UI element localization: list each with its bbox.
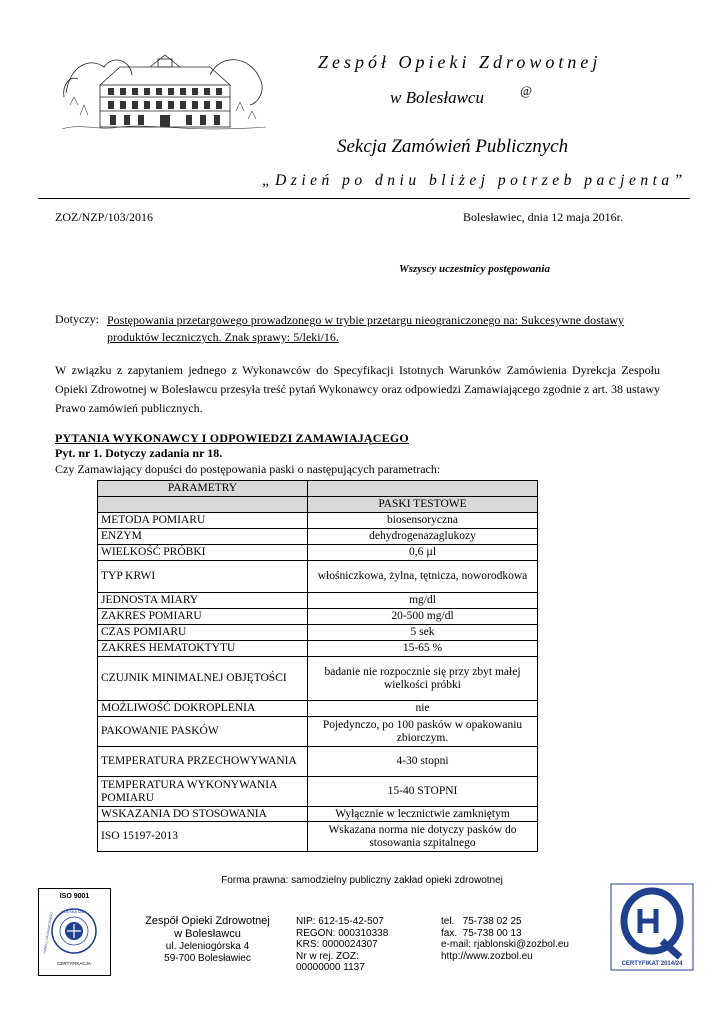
value-cell: biosensoryczna <box>308 513 538 529</box>
footer-fax: fax. 75-738 00 13 <box>441 927 522 939</box>
param-cell: ISO 15197-2013 <box>98 822 308 852</box>
parameters-table <box>97 480 538 852</box>
value-cell: 20-500 mg/dl <box>308 609 538 625</box>
header-paski-testowe: PASKI TESTOWE <box>308 497 538 513</box>
footer-org-city: w Bolesławcu <box>174 928 241 940</box>
value-cell: 15-65 % <box>308 641 538 657</box>
table-row <box>98 609 538 625</box>
param-cell: WSKAZANIA DO STOSOWANIA <box>98 807 308 822</box>
param-cell: JEDNOSTA MIARY <box>98 593 308 609</box>
subheader-blank <box>98 497 308 513</box>
footer-contact <box>441 916 601 962</box>
table-row <box>98 777 538 807</box>
seal-text-side: HANDLU ZAGRANICZNEGO <box>42 911 54 954</box>
body-paragraph: W związku z zapytaniem jednego z Wykonawców do Specyfikacji Istotnych Warunków Zamówienia Dyrekcja Zespołu Opieki Zdrowotnej w Bolesławcu przesyła treść pytań Wykonawcy oraz odpowiedzi Zamawiającego zgodnie z art. 38 ustawy Prawo zamówień publicznych. <box>55 363 660 415</box>
value-cell: 0,6 µl <box>308 545 538 561</box>
table-subheader-row <box>98 497 538 513</box>
param-cell: ZAKRES POMIARU <box>98 609 308 625</box>
value-cell: Pojedynczo, po 100 pasków w opakowaniu zbiorczym. <box>308 717 538 747</box>
table-row <box>98 625 538 641</box>
footer-address <box>130 915 285 964</box>
footer-zoz-reg-num: 00000000 1137 <box>296 962 365 973</box>
seal-text-top: POLSKA IZBA <box>61 909 87 914</box>
org-name: Zespół Opieki Zdrowotnej <box>318 52 602 72</box>
table-row <box>98 513 538 529</box>
footer-www[interactable]: http://www.zozbol.eu <box>441 950 533 962</box>
cert-label: CERTYFIKAT 2014/24 <box>621 961 683 967</box>
value-cell: badanie nie rozpocznie się przy zbyt małej wielkości próbki <box>308 657 538 701</box>
footer-regon: REGON: 000310338 <box>296 927 389 939</box>
value-cell: 15-40 STOPNI <box>308 777 538 807</box>
quality-certificate-logo <box>610 883 694 971</box>
value-cell: mg/dl <box>308 593 538 609</box>
param-cell: METODA POMIARU <box>98 513 308 529</box>
footer-tel: tel. 75-738 02 25 <box>441 916 522 927</box>
value-cell: Wyłącznie w lecznictwie zamkniętym <box>308 807 538 822</box>
value-cell: Wskazana norma nie dotyczy pasków do stosowania szpitalnego <box>308 822 538 852</box>
header-blank <box>308 481 538 497</box>
hospital-building-logo <box>60 45 268 137</box>
table-row <box>98 701 538 717</box>
section-title: PYTANIA WYKONAWCY I ODPOWIEDZI ZAMAWIAJĄCEGO <box>55 431 409 445</box>
table-row <box>98 657 538 701</box>
org-symbol: @ <box>520 83 532 98</box>
table-row <box>98 641 538 657</box>
org-city: w Bolesławcu <box>390 88 484 107</box>
date-line: Bolesławiec, dnia 12 maja 2016r. <box>463 210 623 224</box>
subject-text: Postępowania przetargowego prowadzonego w trybie przetargu nieograniczonego na: Sukcesywne dostawy produktów leczniczych. Znak sprawy: 5/leki/16. <box>107 313 625 344</box>
legal-form: Forma prawna: samodzielny publiczny zakład opieki zdrowotnej <box>221 875 503 886</box>
iso-label: ISO 9001 <box>59 893 90 900</box>
value-cell: dehydrogenazaglukozy <box>308 529 538 545</box>
footer-email[interactable]: e-mail: rjablonski@zozbol.eu <box>441 939 569 950</box>
value-cell: 4-30 stopni <box>308 747 538 777</box>
param-cell: CZAS POMIARU <box>98 625 308 641</box>
param-cell: ZAKRES HEMATOKTYTU <box>98 641 308 657</box>
table-row <box>98 593 538 609</box>
param-cell: TEMPERATURA PRZECHOWYWANIA <box>98 747 308 777</box>
table-row <box>98 717 538 747</box>
table-row <box>98 822 538 852</box>
table-row <box>98 807 538 822</box>
value-cell: 5 sek <box>308 625 538 641</box>
footer-nip: NIP: 612-15-42-507 <box>296 916 384 927</box>
question-text: Czy Zamawiający dopuści do postępowania paski o następujących parametrach: <box>55 462 441 476</box>
section-name: Sekcja Zamówień Publicznych <box>337 136 569 157</box>
table-row <box>98 747 538 777</box>
footer-registry <box>296 916 416 974</box>
table-row <box>98 529 538 545</box>
question-number: Pyt. nr 1. Dotyczy zadania nr 18. <box>55 446 223 460</box>
param-cell: WIELKOŚĆ PRÓBKI <box>98 545 308 561</box>
footer-zoz-reg: Nr w rej. ZOZ: <box>296 950 359 962</box>
footer-org-name: Zespół Opieki Zdrowotnej <box>145 915 270 927</box>
param-cell: TYP KRWI <box>98 561 308 593</box>
footer-krs: KRS: 0000024307 <box>296 939 378 950</box>
param-cell: ENZYM <box>98 529 308 545</box>
table-header-row <box>98 481 538 497</box>
param-cell: PAKOWANIE PASKÓW <box>98 717 308 747</box>
certification-seal-icon <box>44 903 104 969</box>
reference-number: ZOZ/NZP/103/2016 <box>55 210 153 224</box>
param-cell: MOŻLIWOŚĆ DOKROPLENIA <box>98 701 308 717</box>
footer-postal: 59-700 Bolesławiec <box>164 952 251 964</box>
param-cell: TEMPERATURA WYKONYWANIA POMIARU <box>98 777 308 807</box>
footer-street: ul. Jeleniogórska 4 <box>165 941 250 952</box>
motto: „Dzień po dniu bliżej potrzeb pacjenta” <box>262 172 687 189</box>
param-cell: CZUJNIK MINIMALNEJ OBJĘTOŚCI <box>98 657 308 701</box>
header-parametry: PARAMETRY <box>98 481 308 497</box>
header-divider <box>38 198 690 199</box>
value-cell: włośniczkowa, żylna, tętnicza, noworodkowa <box>308 561 538 593</box>
table-row <box>98 545 538 561</box>
subject-label: Dotyczy: <box>55 312 99 326</box>
recipients: Wszyscy uczestnicy postępowania <box>399 263 550 275</box>
table-row <box>98 561 538 593</box>
seal-text-bottom: CERTYFIKACJA <box>57 961 91 966</box>
value-cell: nie <box>308 701 538 717</box>
